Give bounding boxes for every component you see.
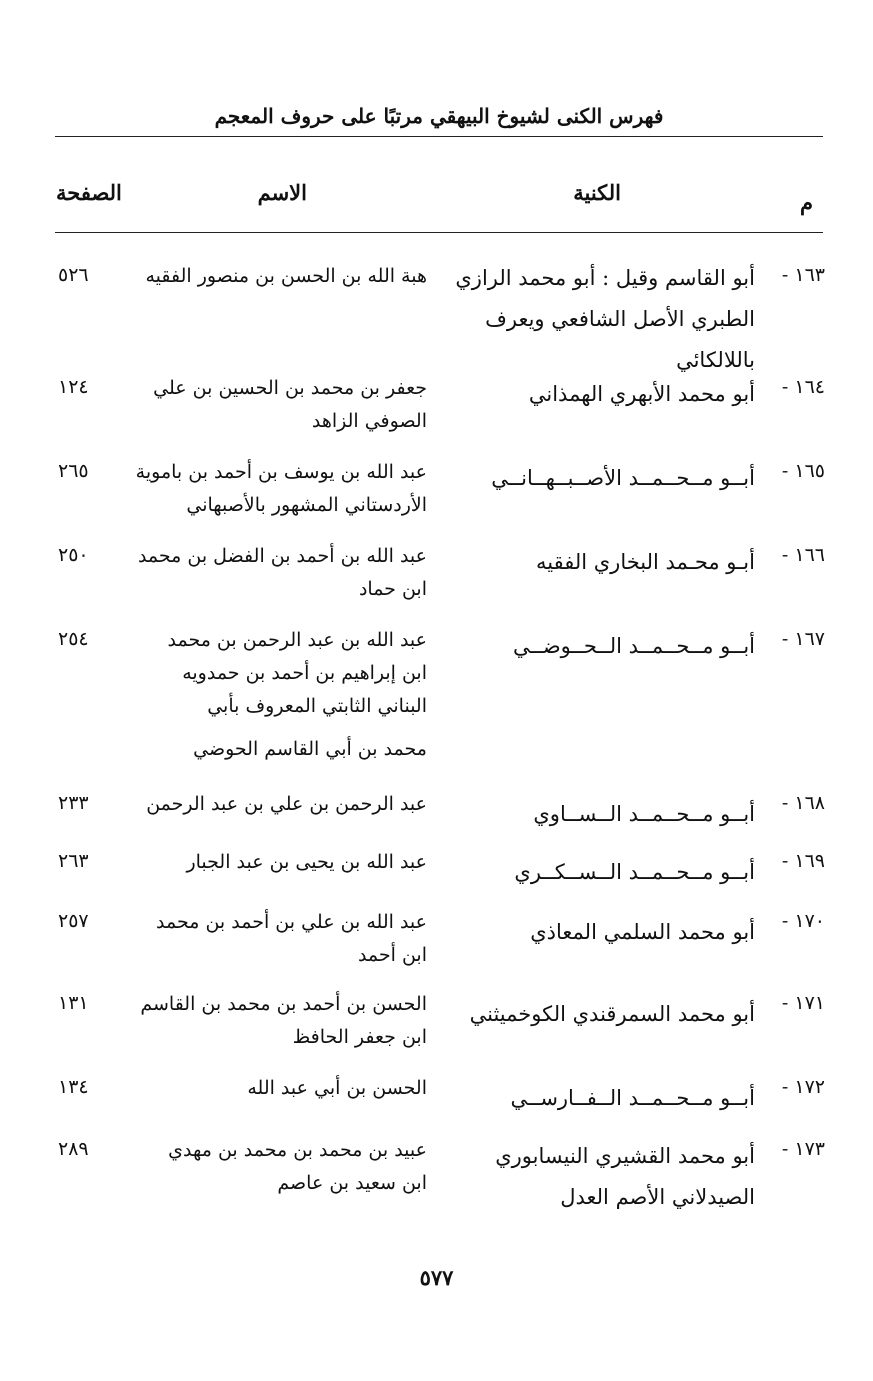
entry-name: عبد الله بن عبد الرحمن بن محمد ابن إبراهيم بن أحمد بن حمدويه البناني الثابتي المعروف بأبي — [167, 629, 427, 717]
entry-number: ١٦٤ - — [781, 376, 825, 398]
entry-number: ١٧٣ - — [781, 1138, 825, 1160]
entry-page: ٢٦٣ — [58, 850, 89, 872]
column-header-name: الاسم — [257, 180, 307, 205]
entry-kunya: أبــو مــحــمــد الــفــارســي — [510, 1086, 755, 1110]
entry-name-continuation: محمد بن أبي القاسم الحوضي — [193, 738, 427, 760]
entry-name: عبد الرحمن بن علي بن عبد الرحمن — [146, 793, 427, 815]
entry-kunya: أبــو مــحــمــد الــســاوي — [533, 802, 755, 826]
entry-name: عبيد بن محمد بن محمد بن مهدي ابن سعيد بن عاصم — [168, 1139, 427, 1194]
column-header-page: الصفحة — [56, 180, 122, 205]
entry-kunya: أبــو مــحــمــد الــســكــري — [514, 860, 755, 884]
entry-page: ٢٨٩ — [58, 1138, 89, 1160]
entry-kunya: أبــو مــحــمــد الــحــوضــي — [513, 634, 755, 658]
entry-number: ١٦٣ - — [781, 264, 825, 286]
entry-kunya: أبو القاسم وقيل : أبو محمد الرازي الطبري الأصل الشافعي ويعرف باللالكائي — [455, 266, 755, 372]
entry-kunya: أبو محمد القشيري النيسابوري الصيدلاني الأصم العدل — [495, 1144, 755, 1209]
entry-page: ٢٥٤ — [58, 628, 89, 650]
entry-kunya: أبـو محـمد البخاري الفقيه — [535, 550, 755, 574]
entry-page: ٢٣٣ — [58, 792, 89, 814]
column-header-num: م — [799, 190, 813, 215]
entry-number: ١٦٩ - — [781, 850, 825, 872]
entry-name: الحسن بن أبي عبد الله — [247, 1077, 427, 1099]
entry-name: عبد الله بن يوسف بن أحمد بن باموية الأردستاني المشهور بالأصبهاني — [135, 461, 427, 516]
entry-name: عبد الله بن علي بن أحمد بن محمد ابن أحمد — [156, 911, 427, 966]
entry-page: ١٢٤ — [58, 376, 89, 398]
entry-number: ١٧١ - — [781, 992, 825, 1014]
entry-name: جعفر بن محمد بن الحسين بن علي الصوفي الزاهد — [153, 377, 427, 432]
entry-number: ١٧٠ - — [781, 910, 825, 932]
entry-page: ٥٢٦ — [58, 264, 89, 286]
page-number: ٥٧٧ — [419, 1265, 454, 1290]
entry-kunya: أبو محمد السلمي المعاذي — [530, 920, 755, 944]
entry-page: ٢٥٧ — [58, 910, 89, 932]
entry-number: ١٦٨ - — [781, 792, 825, 814]
entry-name: عبد الله بن أحمد بن الفضل بن محمد ابن حماد — [137, 545, 427, 600]
entry-kunya: أبو محمد السمرقندي الكوخميثني — [469, 1002, 755, 1026]
entry-page: ١٣١ — [58, 992, 89, 1014]
entry-kunya: أبو محمد الأبهري الهمذاني — [528, 382, 755, 406]
running-title: فهرس الكنى لشيوخ البيهقي مرتبًا على حروف المعجم — [214, 104, 664, 128]
entry-name: هبة الله بن الحسن بن منصور الفقيه — [145, 265, 427, 287]
entry-page: ١٣٤ — [58, 1076, 89, 1098]
entry-page: ٢٥٠ — [58, 544, 89, 566]
entry-number: ١٦٦ - — [781, 544, 825, 566]
entry-number: ١٦٧ - — [781, 628, 825, 650]
column-header-kunya: الكنية — [573, 180, 621, 205]
entry-page: ٢٦٥ — [58, 460, 89, 482]
entry-number: ١٧٢ - — [781, 1076, 825, 1098]
entry-kunya: أبــو مــحــمــد الأصــبــهــانــي — [491, 466, 755, 490]
entry-number: ١٦٥ - — [781, 460, 825, 482]
entry-name: عبد الله بن يحيى بن عبد الجبار — [186, 851, 427, 873]
entry-name: الحسن بن أحمد بن محمد بن القاسم ابن جعفر الحافظ — [140, 993, 427, 1048]
